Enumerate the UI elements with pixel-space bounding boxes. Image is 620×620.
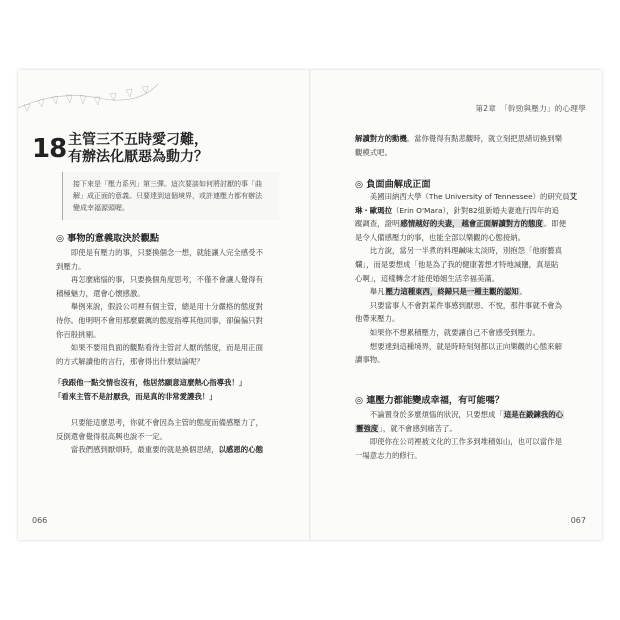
text-run: 蹤調查，證明 <box>355 219 400 229</box>
right-body-part-2 <box>355 408 591 462</box>
text-run: 當我們感到厭煩時，最重要的就是換個思緒， <box>70 445 219 455</box>
paragraph-line: 你百般挑剔。 <box>56 329 101 339</box>
text-run: 」，就不會感到痛苦了。 <box>379 423 457 433</box>
paragraph-line: 觀模式吧。 <box>355 147 392 157</box>
text-run: 不論置身於多麼煩惱的狀況，只要想成「 <box>369 410 503 419</box>
quote-2: 「看來主管不是討厭我，而是真的非常愛護我！」 <box>54 392 217 401</box>
paragraph-line: 只要當事人不會對某件事感到厭惡、不悅，那件事就不會為 <box>369 300 562 310</box>
paragraph-line <box>355 204 591 218</box>
page-number-left: 066 <box>32 516 48 525</box>
right-continuation <box>355 132 591 159</box>
chapter-title-line-1: 主管三不五時愛刁難， <box>68 132 208 148</box>
text-run: 舉凡 <box>369 287 385 297</box>
text-run: 。即便 <box>543 219 566 229</box>
chapter-title-line-2: 有辦法化厭惡為動力？ <box>68 149 208 165</box>
intro-line-1: 接下來是「壓力系列」第三彈。這次要談如何將討厭的事「曲 <box>73 180 262 188</box>
emphasis-text: 解讀對方的動機 <box>355 134 407 143</box>
paragraph-line <box>355 285 591 299</box>
paragraph-line: 他帶來壓力。 <box>355 314 400 324</box>
highlight-text: 越會正面解讀對方的態度 <box>461 219 543 229</box>
quote-1: 「我跟他一點交情也沒有，他居然願意這麼熱心指導我！」 <box>54 378 247 387</box>
paragraph-line: 只要能這麼思考，你就不會因為主管的態度而備感壓力了， <box>70 418 263 427</box>
book-spread <box>18 70 602 540</box>
paragraph-line: 待你。他明明不會用那麼嚴厲的態度指導其他同事，卻偏偏只對 <box>56 315 263 325</box>
paragraph-line: 的方式解讀他的言行，那會得出什麼結論呢？ <box>56 356 204 366</box>
paragraph-line <box>355 217 591 231</box>
paragraph-line: 到壓力。 <box>56 261 86 271</box>
intro-line-3: 變成幸福源頭喔。 <box>73 204 129 212</box>
section-heading-positive: ◎ 負面曲解成正面 <box>355 179 431 190</box>
page-number-right: 067 <box>570 516 586 525</box>
paragraph-line <box>56 443 294 457</box>
left-page <box>18 70 309 540</box>
paragraph-line <box>355 190 591 204</box>
text-run: 美國田納西大學（The University of Tennessee）的研究員 <box>369 192 570 201</box>
intro-line-2: 解」成正面的意義。只要達到這個境界，或許連壓力都有辦法 <box>73 192 262 200</box>
intro-box <box>62 172 279 220</box>
paragraph-line: 舉例來說，假設公司裡有個主管，總是用十分嚴格的態度對 <box>70 302 263 312</box>
left-body-part-1 <box>56 246 294 368</box>
bunting-decoration-icon <box>18 78 158 118</box>
left-body-part-2 <box>56 416 294 457</box>
text-run: （Erin O'Mara），針對82組新婚夫妻進行四年的追 <box>391 205 560 215</box>
text-run: 。當你覺得有點悲觀時，就立刻把思緒切換到樂 <box>406 134 562 143</box>
text-run: 。 <box>519 287 528 297</box>
paragraph-line: 讀事物。 <box>355 355 385 365</box>
right-body-part-1 <box>355 190 591 367</box>
paragraph-line <box>355 132 591 146</box>
paragraph-line: 爛」，而是要想成「他是為了我的健康著想才特地減鹽，真是貼 <box>355 259 559 269</box>
paragraph-line: 如果不要用負面的觀點看待主管討人厭的態度，而是用正面 <box>70 343 263 353</box>
paragraph-line: 一場意志力的修行。 <box>355 450 422 460</box>
paragraph-line: 如果你不想累積壓力，就要讓自己不會感受到壓力。 <box>369 327 540 337</box>
chapter-number: 18 <box>32 134 67 164</box>
emphasis-text: 琳・歐瑪拉 <box>355 205 392 215</box>
highlight-text: 感情越好的夫妻， <box>400 219 460 229</box>
paragraph-line: 再怎麼痛惱的事，只要換個角度思考，不僅不會讓人覺得有 <box>70 275 263 285</box>
paragraph-line: 心啊」，這樣轉念才能使婚姻生活幸福美滿。 <box>355 273 500 283</box>
paragraph-line: 想要達到這種境界，就是時時刻刻都以正向樂觀的心態來解 <box>369 341 562 351</box>
paragraph-line: 即使是有壓力的事，只要換個念一想，就能讓人完全感受不 <box>70 248 263 257</box>
right-page <box>311 70 602 540</box>
highlight-text: 靈強度 <box>356 423 379 433</box>
paragraph-line <box>355 422 591 436</box>
paragraph-line: 比方說，當另一半煮的料理鹹味太淡時，別抱怨「他廚藝真 <box>369 246 562 256</box>
emphasis-text: 艾 <box>569 192 577 201</box>
highlight-text: 壓力這種東西，終歸只是一種主觀的認知 <box>385 287 519 297</box>
paragraph-line: 是令人備感壓力的事，也能全部以樂觀的心態接納。 <box>355 232 525 242</box>
section-heading-happiness: ◎ 連壓力都能變成幸福，有可能嗎？ <box>355 395 505 406</box>
paragraph-line: 即使你在公司裡被文化的工作多到堆積如山，也可以當作是 <box>369 437 562 447</box>
paragraph-line: 反倒還會覺得很高興也說不一定。 <box>56 431 167 441</box>
chapter-title <box>68 132 278 166</box>
highlight-text: 這是在鍛鍊我的心 <box>503 410 563 419</box>
running-head: 第2章 「幹勁與壓力」的心理學 <box>475 104 586 113</box>
section-heading-viewpoint: ◎ 事物的意義取決於觀點 <box>56 233 160 244</box>
emphasis-text: 以感恩的心態 <box>218 445 263 455</box>
paragraph-line <box>355 408 591 422</box>
paragraph-line: 積極魅力，還會心懷感激。 <box>56 288 145 298</box>
